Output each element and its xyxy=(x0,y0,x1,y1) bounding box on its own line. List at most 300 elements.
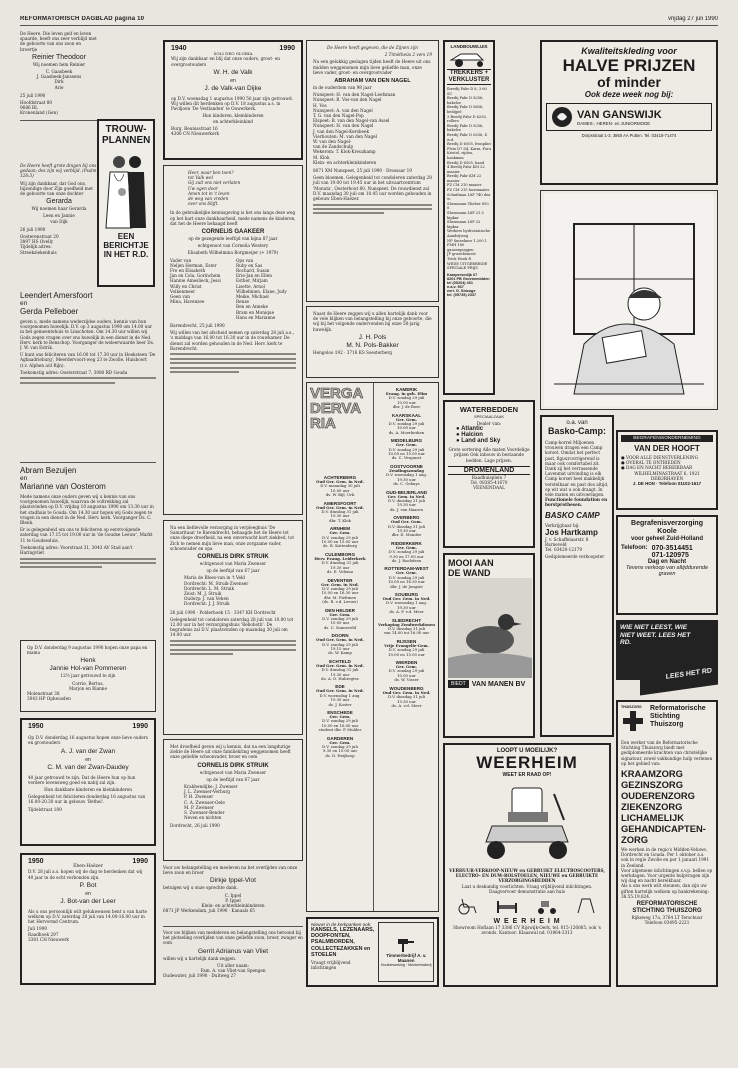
family-line: Lisette, Arnol xyxy=(236,283,265,289)
notice-address xyxy=(20,100,98,116)
church-detail: 10.00 en 16.00 uur xyxy=(321,722,359,728)
church-entry xyxy=(309,552,371,575)
notice-sub: op de gezegende leeftijd van bijna 87 jaar xyxy=(188,236,278,242)
church-entry xyxy=(375,490,438,513)
newspaper-date: vrijdag 27 juli 1990 xyxy=(667,16,718,22)
landbouwluis-ad xyxy=(443,40,495,395)
machine-item: Beedij Fahr KM 22 maaier xyxy=(447,174,482,183)
sold-label: Verkrijgbaar bij: xyxy=(545,522,580,528)
notice-family: Hun dankbare kinderen en kleinkinderen xyxy=(44,787,132,793)
church-place: OUD-BEIJERLAND xyxy=(385,489,428,495)
church-detail: dhr. D. Mondee xyxy=(391,532,422,538)
church-detail: D.V. zondag 29 juli xyxy=(388,549,425,555)
church-detail: D.V. maandag 30 juli xyxy=(320,483,360,489)
brand-list xyxy=(456,426,530,444)
deceased-name: CORNELIS DIRK STRUIK xyxy=(197,762,269,769)
ad-text: VERHUUR-VERKOOP-NIEUW en GEBRUIKT ELECTROSCOOTERS, ELECTRO- EN DUW-ROLSTOELEN, NIEUWE en GEBRUIKTE VERZORGINGSBEDDEN xyxy=(449,868,605,884)
vergadervaria-title: VERGADERVARIA xyxy=(310,385,364,432)
machine-item: 4 Beedij Fahr KM 22 maaier xyxy=(447,165,485,174)
deceased-name: CORNELIS DIRK STRUIK xyxy=(197,554,269,561)
church-denomination: Ger. Gem. xyxy=(329,611,351,617)
ad-top: o.a. van xyxy=(566,420,588,426)
husband-name: P. Bot xyxy=(79,881,97,889)
church-detail: D.V. woensdag 1 aug. xyxy=(319,692,361,698)
church-detail: D.V. dinsdag 31 juli xyxy=(321,560,359,566)
church-entry xyxy=(375,541,438,564)
year-start: 1950 xyxy=(28,723,44,730)
machine-item: Beedij Fahr D 6256, 4 w.d. xyxy=(447,132,487,142)
family-line: Erie-Jan en Ellen xyxy=(236,273,272,279)
ad-sub: Ook deze week nog bij: xyxy=(584,90,674,99)
church-detail: D.V. zondag 29 juli xyxy=(388,574,425,580)
phone-number: 071-120975 xyxy=(651,552,689,559)
machine-item: Sheumann Vlieber 650 8 xyxy=(447,201,489,211)
church-furniture-ad xyxy=(306,917,439,987)
church-detail: ds. C. Sonneveld xyxy=(323,624,357,630)
family-line: Klein- en achterkleinkinderen xyxy=(313,159,377,165)
notice-place-date: Oudewater, juli 1990 · Duitweg 27 xyxy=(163,973,236,979)
notice-date: 25 juli 1990 xyxy=(20,92,46,98)
church-entry xyxy=(309,684,371,707)
notice-text: Gelegenheid tot condoleren zaterdag 28 juli van 10.00 tot 12.00 uur in het verzorgingshuis 'Rehoboth'. De begrafenis zal D.V. plaatsvinden op maandag 30 juli om 14.00 uur. xyxy=(170,616,294,638)
notice-place-date: Barendrecht, 25 juli 1990 xyxy=(170,323,225,329)
family-line: H. Vos xyxy=(313,102,327,108)
church-detail: 19.30 uur xyxy=(330,564,350,570)
notice-motto: SOLI DEO GLORIA xyxy=(213,51,253,57)
poem-line: Amen tot in 't leven xyxy=(188,190,230,196)
church-detail: 10.00 en 16.30 uur xyxy=(321,590,359,596)
church-entry xyxy=(375,464,438,487)
trouw-caption: EEN BERICHTJE IN HET R.D. xyxy=(103,232,149,259)
church-detail: 9.30 en 15.00 uur xyxy=(322,748,358,754)
church-detail: D.V. zondag 29 juli xyxy=(322,534,358,540)
logo-sub: DAMES-, HEREN- en JUNIORMODE xyxy=(577,120,651,126)
biedt-badge: BIEDT xyxy=(448,680,469,688)
ad-sub: SPECIAALZAAK xyxy=(473,414,504,419)
machine-item: FZ CM 210 maaier xyxy=(447,183,482,188)
family-line: Hun kinderen, kleinkinderen xyxy=(202,113,264,119)
ad-extra: Gediplomeerde verkoopster xyxy=(545,554,605,560)
address-line: Raadhuisplein 7 xyxy=(471,474,507,480)
vergadervaria-section xyxy=(306,382,439,912)
notice-verse: De Heere heeft grote dingen bij ons gedaan; des zijn wij verblijd. (Psalm 126:3) xyxy=(20,163,97,179)
family-line: Ben en Anneke xyxy=(236,304,269,310)
church-place: EDE xyxy=(335,684,345,690)
church-detail: D.V. zondag 29 juli xyxy=(322,744,358,750)
family-line: Nunspeet: A. van den Nagel xyxy=(313,107,373,113)
wife-name: M. N. Pols-Bakker xyxy=(346,341,399,349)
thuiszorg-ad xyxy=(616,700,718,987)
ad-title: MOOI AAN DE WAND xyxy=(448,558,494,578)
notice-text: Op D.V. donderdag 9 augustus 1990 hopen onze papa en mama xyxy=(27,645,148,656)
church-entry xyxy=(309,501,371,524)
family-line: Renze xyxy=(236,299,250,305)
care-type: GEHANDICAPTEN- xyxy=(621,823,706,835)
family-line: Maria de Bloes-van in 't Veld xyxy=(184,575,245,581)
machine-item: FMH 180 ganzenpoggen xyxy=(447,243,474,252)
phone-label: Telefoon: xyxy=(621,545,648,551)
address-line: tel (05204) 401 xyxy=(447,280,473,285)
notice-text: Na een gelukkig geslagen tijden heeft de Heere uit ons midden weggenomen mijn lieve geliefde man, onze lieve vader, groot- en overgrootvader xyxy=(313,59,431,75)
family-list xyxy=(184,784,296,820)
church-detail: 19.30 uur xyxy=(330,513,350,519)
family-line: Wekerom: T. Klok-Kreuzkamp xyxy=(313,149,376,155)
machine-item: Sheumann L8P 21.5 kipkar xyxy=(447,211,484,220)
church-detail: 10.00 uur xyxy=(397,399,416,405)
ad-text: Dank zij het verrassende Lavenmat uitvinding is elk Camp korset heel makkelijk verstelbaar en past dus altijd, op wit wat u ook draagt. In vele maten en uitvoeringen. xyxy=(545,466,609,498)
machine-item: Beedij Fahr D 8256, bakelse xyxy=(447,96,484,105)
church-detail: (ds. R. v.d. Leeuw) xyxy=(322,599,358,605)
church-denomination: Oud Ger. Gem. in Ned. xyxy=(316,637,364,643)
family-line: W. van den Nagel- xyxy=(313,139,352,145)
notice-address xyxy=(20,234,98,255)
family-line: S. Zwenser-Bender xyxy=(184,810,225,816)
wife-name: C. M. van der Zwan-Daudey xyxy=(47,763,129,771)
waterbedden-ad xyxy=(443,400,535,548)
church-detail: 10.00 uur xyxy=(330,487,350,493)
church-detail: 19.30 uur xyxy=(397,476,416,482)
notice-text: De Heere. Die leven geif en leven spaarde, heeft ons zeer verblijd met de geboorte van ons zoon en broertje xyxy=(20,31,97,52)
family-line: Nunspeet: H. van den Nagel-Leefsman xyxy=(313,92,396,98)
notice-place-date: Hengoloo 192 · 3716 KS Soesterberg xyxy=(313,349,393,355)
ad-top: LANDBOUWLUIS xyxy=(450,44,488,49)
care-type: GEZINSZORG xyxy=(621,779,683,791)
notice-sub: echtgenoot van Maria Zwenser xyxy=(199,561,267,567)
van-der-hooft-ad xyxy=(616,430,718,510)
family-line: Neljen Herman, Ester xyxy=(170,262,217,268)
machine-item: 3 Beedij Fahr D 6250, rollers xyxy=(447,114,487,124)
birth-notice-gerarda xyxy=(20,163,98,283)
company-name: VAN DER HOOFT xyxy=(634,444,700,453)
notice-text: Mede namens onze ouders geven wij u kennis van ons voorgenomen huwelijk, waarvan de voltrekking zal plaatsvinden op D.V. vrijdag 10 augustus 1990 om 13.30 uur in het stadhuis te Gouda. Om 14.30 uur hopen wij Gods zegen te vragen in een dienst in de Ned. Herv. kerk. Voorganger Ds. C. Blenk. xyxy=(20,494,154,526)
address-line: Juli 1990 xyxy=(28,926,48,932)
church-denomination: Verkoping Zendwerkdonen xyxy=(377,621,436,627)
address-line: Hoofdstraat 80 xyxy=(20,100,53,106)
family-line: Esther, Mirjam xyxy=(236,278,268,284)
notice-text: Er is gelegenheid om ons te feliciteren op eerstvolgende zaterdag van 17.15 tot 19.00 uur in 'de Goudse Leeuw', Markt 11 te Goudsesluis. xyxy=(20,527,153,543)
sibling: Dirk xyxy=(54,79,64,85)
family-line: Rochard, Susan xyxy=(236,268,270,274)
machine-item: WEDE UITGEBREIDE xyxy=(447,261,488,266)
family-line: M. P. Zwenser xyxy=(184,804,214,810)
church-detail: 10.00 uur xyxy=(397,672,416,678)
family-line: Fam. A. van Vliet-van Spengen xyxy=(200,968,266,974)
address-line: eerl. G. Sidzoge xyxy=(447,288,476,293)
ad-footer: REFORMATORISCHE STICHTING THUISZORG xyxy=(632,901,702,915)
church-detail: D.V. zondag 29 juli xyxy=(322,641,358,647)
thanks-van-vliet xyxy=(163,930,303,990)
church-place: SLIEDRECHT xyxy=(391,617,422,623)
walker-icon xyxy=(574,897,598,915)
address-line: 9686 BL xyxy=(20,105,38,111)
church-entry xyxy=(309,659,371,682)
family-line: Krabbendijke: J. Zwenser xyxy=(184,784,238,790)
church-detail: 9.30 en 17.00 uur xyxy=(389,553,424,559)
deceased-name: Dirkje Ippel-Vlot xyxy=(210,877,256,885)
notice-text: geven u, mede namens wederzijdse ouders, kennis van hun voorgenomen huwelijk. D.V. op 3 augustus 1990 om 14.00 uur in het gemeentehuis te Linschoten. Om 14.30 uur willen wij Gods zegen vragen over ons huwelijk in een dienst in de Ned. Herv. kerk te Benschop. Voorganger de weleerwaarde heer Ds. J. W. van Estrik. xyxy=(20,319,155,351)
care-type: ZORG xyxy=(621,834,649,846)
family-line: Hannie Ameslieck, Jessi xyxy=(170,278,221,284)
ad-phone: J. DE HON · Telefoon 01102-1617 xyxy=(632,481,702,487)
poem-line: de weg van vreden xyxy=(188,196,229,202)
church-place: OOSTVOORNE xyxy=(390,463,423,469)
family-list xyxy=(163,963,303,973)
child: Marjon en Rianne xyxy=(68,685,107,691)
newspaper-title: REFORMATORISCH DAGBLAD pagina 10 xyxy=(20,16,145,22)
notice-address: Tijdelstraat 189 xyxy=(28,806,62,812)
husband-name: W. H. de Valk xyxy=(213,68,253,76)
year-end: 1990 xyxy=(132,858,148,865)
notice-text: willen wij u hartelijk dank zeggen. xyxy=(163,955,237,961)
church-detail: D.V. dinsdag 31 juli xyxy=(321,667,359,673)
address-line: Kampersedijk 67 xyxy=(447,272,478,277)
church-detail: ds. C. Gebuys xyxy=(393,481,420,487)
trouw-title: TROUW-PLANNEN xyxy=(102,124,151,146)
wedding-couple-illustration xyxy=(102,148,152,230)
church-entry xyxy=(375,566,438,589)
machine-item: Ibeedij Fahr D 8, 3 60 SC xyxy=(447,87,487,96)
machine-item: Beedij Fahr D 8656, bedijpel xyxy=(447,105,484,114)
van-manen-ad xyxy=(443,553,535,738)
family-line: Zeist: M. J. Struik xyxy=(184,591,222,597)
brand-item: ● Halcion xyxy=(456,432,483,439)
church-place: DEVENTER xyxy=(327,577,353,583)
family-line: Ops van xyxy=(236,257,254,263)
church-detail: dhr. J. de Boer xyxy=(392,404,421,410)
koole-ad xyxy=(616,515,718,615)
church-detail: D.V. zondag 29 juli xyxy=(388,395,425,401)
church-denomination: Oud Ger. Gem. in Ned. xyxy=(316,688,364,694)
poem-line: tot Valk wel xyxy=(188,175,213,181)
family-line: M. Klok xyxy=(313,154,330,160)
bride-name: Gerda Pelleboer xyxy=(20,307,79,316)
church-detail: ds. D. Heijkoop xyxy=(325,752,355,758)
family-line: Klein- en achterkleinkinderen xyxy=(201,903,265,909)
church-detail: D.V. dinsdag 31 juli xyxy=(321,509,359,515)
family-line: Bram en Monique xyxy=(236,309,275,315)
notice-address xyxy=(171,126,295,136)
address-line: 3897 HS Ovelly xyxy=(20,239,54,245)
church-detail: 19.30 uur xyxy=(330,697,350,703)
notice-en: en xyxy=(230,77,236,84)
birth-notice-reinier xyxy=(20,31,98,163)
ad-headline: Nieuw! in de kerkpanken ook: xyxy=(311,922,372,927)
notice-text: 12½ jaar getrouwd te zijn xyxy=(60,673,116,679)
phone-row xyxy=(621,545,713,559)
church-denomination: Oud Ger. Gem. in Ned. xyxy=(382,596,431,601)
notice-sub: op de leeftijd van 67 jaar xyxy=(206,776,260,782)
future-address: Toekomstig adres: Oosterstraat 7, 3080 RD Gouda xyxy=(20,369,128,375)
church-denomination: Herv. Evang. Leiderkerk xyxy=(314,555,366,561)
machine-item: Werkers hydrostatische xyxy=(447,229,491,234)
child-name: Gerarda xyxy=(46,198,72,206)
bed-icon xyxy=(495,897,519,915)
notice-address xyxy=(28,926,148,942)
care-type: ZIEKENZORG xyxy=(621,801,683,813)
family-line: Willy en Christ xyxy=(170,283,202,289)
notice-text: Voor uw belangstelling en meeleven na het overlijden van onze lieve zoon en broer xyxy=(163,865,298,876)
family-line: Jan en Cola, Gorinchem xyxy=(170,273,221,279)
care-type: LICHAMELIJK xyxy=(621,812,685,824)
church-detail: ds. J. Koster xyxy=(328,701,352,707)
care-type: KRAAMZORG xyxy=(621,768,683,780)
notice-sub: echtgenoot van Maria Zwenser xyxy=(199,769,267,775)
notice-text: Gelegenheid tot feliciteren donderdag 16 augustus van 16.00-20.30 uur in gebouw 'Bethel'. xyxy=(28,794,146,805)
family-col xyxy=(170,258,230,320)
address-line: 3381 CH Nieuwerk xyxy=(28,936,69,942)
church-place: ECHTELD xyxy=(329,658,351,664)
church-entry xyxy=(375,660,438,683)
ad-text: Grote sortering Alle maten Voordelige prijzen Ook inbouw in bestaande bedden. Lage prijzen. xyxy=(448,447,530,463)
family-line: T. G. van den Nagel-Pop xyxy=(313,113,364,119)
ad-sub: WEET ER RAAD OP! xyxy=(502,772,552,778)
duck-illustration xyxy=(448,578,532,678)
poem-line: Gij zult ons niet verlaten xyxy=(188,180,241,186)
basko-camp-ad xyxy=(540,415,614,737)
church-detail: ds. A. D. Hubregtse xyxy=(321,676,359,681)
church-detail: D.V. dinsdag 31 juli xyxy=(387,694,426,700)
church-denomination: Ger. Gem. in Ned. xyxy=(387,493,426,499)
family-line: Neven en nichten xyxy=(184,815,222,821)
ad-text: Als u ons werk wilt steunen, dan zijn uw giften hartelijk welkom op bankrekening: 38.55.19.824. xyxy=(621,883,709,899)
obituary-van-den-nagel xyxy=(306,40,439,302)
machine-item: Aandrijving xyxy=(447,234,469,238)
church-denomination: Oud Ger. Gem. in Ned. xyxy=(316,504,364,510)
church-detail: van 14.00 tot 16.00 uur xyxy=(383,630,430,636)
year-start: 1940 xyxy=(171,45,187,52)
church-denomination: Ger. Gem. in Ned. xyxy=(321,581,359,587)
parent: C. Gaasbeek xyxy=(45,69,73,75)
church-detail: 10.00 uur xyxy=(330,620,350,626)
church-detail: 19.30 uur xyxy=(330,671,350,677)
year-start: 1950 xyxy=(28,858,44,865)
year-end: 1990 xyxy=(132,723,148,730)
address-line: Telefoon 03495-2221 xyxy=(644,920,690,926)
notice-text: In de gebruikelijke kennisgeving is het ons langs deze weg op het hart onze dankbaarheid, mede namens de kinderen, dat het de Heere behaagd heeft xyxy=(170,210,296,226)
church-detail: ds. R. Kattenberg xyxy=(323,543,357,549)
notice-sub: op de leeftijd van 67 jaar xyxy=(206,568,260,574)
ad-title: BEGRAFENISONDERNEMING xyxy=(621,435,713,442)
church-denomination: Ger. Gem. xyxy=(329,739,351,745)
thuiszorg-logo xyxy=(621,705,647,737)
notice-place-date: Dordrecht, 26 juli 1990 xyxy=(170,823,220,829)
notice-text: Wij zijn dankbaar en blij dat onze ouders, groot- en overgrootouders xyxy=(171,56,280,67)
family-line: Ruby en Sas xyxy=(236,262,263,268)
family-line: C. A. Zwenser-Oele xyxy=(184,799,225,805)
address-line: Raadhoek 297 xyxy=(28,931,59,937)
ad-text: WIE NIET LEEST, WIE NIET WEET. LEES HET RD. xyxy=(620,624,691,646)
notice-text: D.V. 28 juli a.s. hopen wij de dag te herdenken dat wij 40 jaar in de echt verbonden zijn. xyxy=(28,869,143,880)
address-line: Tel. 08385-41670 xyxy=(470,480,508,486)
machine-item: Sheumann L8P 22 kipkar xyxy=(447,220,481,229)
ad-address: Showroom Hoflaan 17 3386 CV Rijswijk-Oerk, tel. 015-126065, ook 's avonds. Kantoor: Klaaswal nd. 01864-3313 xyxy=(453,925,601,936)
notice-text: op D.V. woensdag 1 augustus 1990 50 jaar zijn getrouwd. Wij willen dit herdenken op D.V. 18 augustus a.s. in Paviljoen 'De Vestlanden' te Ouwerkerk. xyxy=(171,95,294,112)
church-detail: ds. J. van Haaren xyxy=(390,506,423,512)
ad-text: Tevens verkoop van altijddurende graven xyxy=(625,565,709,577)
church-entry xyxy=(375,639,438,657)
church-entry xyxy=(309,475,371,498)
church-detail: dhr. M. Pieltmen xyxy=(323,594,357,600)
church-place: WIERDEN xyxy=(395,660,418,666)
notice-sub: echtgenoot van Cornelia Westery xyxy=(197,243,269,249)
ad-text: Voor algemene inlichtingen s.v.p. bellen op werkdagen. Voor urgente hulpvragen zijn wij dag en nacht bereikbaar. xyxy=(621,867,713,884)
header-rule xyxy=(20,25,718,26)
church-detail: 19.15 uur xyxy=(330,645,350,651)
van-maanen-logo xyxy=(378,922,434,982)
family-line: Nunspeet: B. Vos-van den Nagel xyxy=(313,97,382,103)
spouse-name: Elisabeth Wilhelmina Borgmeijer (+ 1979) xyxy=(187,250,279,256)
church-entry xyxy=(375,592,438,615)
ad-items: KANSELS, LEZENAARS, DOOPFONTEN, PSALMBORDEN, COLLECTEZAKKEN en STOELEN xyxy=(311,927,375,958)
notice-text: betuigen wij u onze oprechte dank. xyxy=(163,885,238,891)
notice-text: Na een liefdevolle verzorging in verpleeghuis 'De Samaritaan' te Barendrecht, behaagde het de Heere tot onze diepe droefheid, na een onverwacht kort ziekbed, tot Zich te nemen mijn lieve man, onze zorgzame vader, schoonvader en opa xyxy=(170,525,295,551)
machine-item: Beedij Fahr D 8256, bakelse xyxy=(447,123,484,133)
church-denomination: Evang. in geb. Elim xyxy=(385,391,428,396)
year-end: 1990 xyxy=(279,45,295,52)
machine-item: FZ CM 215 hooimaaier xyxy=(447,188,490,193)
notice-en: en xyxy=(20,300,28,307)
family-line: Vader van xyxy=(170,257,192,263)
church-denomination: Oud Ger. Gem. xyxy=(391,519,422,525)
family-list xyxy=(313,92,432,165)
address-line: 3043 HP Opheusden xyxy=(27,696,71,702)
church-entry xyxy=(375,686,438,709)
anniversary-bot-van-der-leer xyxy=(20,853,156,985)
sibling: Arie xyxy=(54,84,64,90)
church-detail: D.V. zondag 29 juli xyxy=(388,668,425,674)
church-detail: ds. C. Vergunst xyxy=(391,455,422,461)
church-denomination: Ger. Gem. xyxy=(329,714,351,720)
scooter-icon xyxy=(535,897,559,915)
product-icons xyxy=(448,897,606,915)
notice-en: en xyxy=(85,890,91,897)
bride-name: Marianne van Oosterom xyxy=(20,482,106,491)
dromenland-logo: DROMENLAND xyxy=(448,466,530,475)
church-detail: D.V. dinsdag 31 juli xyxy=(387,497,426,503)
machine-list xyxy=(447,87,491,271)
wife-name: J. de Valk-van Dijke xyxy=(204,84,262,92)
family-line: Mina, Havenzee xyxy=(170,299,205,305)
church-detail: D.V. zondag 29 juli xyxy=(388,647,425,653)
address-line: n.a.v. 567 xyxy=(447,284,464,289)
notice-text: Wij willen van het afscheid nemen op zaterdag 28 juli a.s., 's middags van 16.00 tot 16.30 uur in de rouwkamer. De dienst zal worden gehouden in de Ned. Herv. kerk te Barendrecht. xyxy=(170,330,294,351)
family-line: Nunspeet: H. van den Nagel xyxy=(313,123,374,129)
poem-line: over ons blijft. xyxy=(188,201,219,207)
wheelchair-icon xyxy=(456,897,480,915)
machine-item: Beedij D 6505, fronplint xyxy=(447,142,491,147)
brand-item: ● Land and Sky xyxy=(456,438,501,445)
notice-place-date: 8071 XM Nunspeet, 25 juli 1990 · Drossaar 19 xyxy=(313,168,412,174)
notice-text: Naast de Heere zeggen wij u allen hartelijk dank voor de vele blijken van belangstelling bij onze geboorte, die wij bij het volgende ondervonden bij onze 50-jarig huwelijk. xyxy=(313,311,432,332)
notice-sub: Wij noemen haar Gerarda xyxy=(31,206,87,212)
ad-address xyxy=(621,915,713,925)
church-detail: ds. A. v.d. Meer xyxy=(391,702,422,708)
obituary-struik-2 xyxy=(163,739,303,861)
ad-sub: Vraagt vrijblijvend inlichtingen xyxy=(311,960,351,971)
notice-en: en xyxy=(85,756,91,763)
basko-camp-logo: BASKO CAMP xyxy=(545,510,600,520)
woman-reading-illustration xyxy=(544,194,714,406)
church-detail: D.V. zondag 29 juli xyxy=(388,421,425,427)
church-detail: D.V. zondag 29 juli xyxy=(322,718,358,724)
church-place: GARDEREN xyxy=(326,735,354,741)
groom-name: Abram Bezuijen xyxy=(20,466,77,475)
church-detail: D.V. zondag 29 juli xyxy=(322,585,358,591)
ad-address xyxy=(545,537,609,553)
church-detail: dhr. J. de Jongste xyxy=(390,583,423,589)
hammer-icon xyxy=(396,937,416,953)
obituary-poem xyxy=(188,170,296,206)
